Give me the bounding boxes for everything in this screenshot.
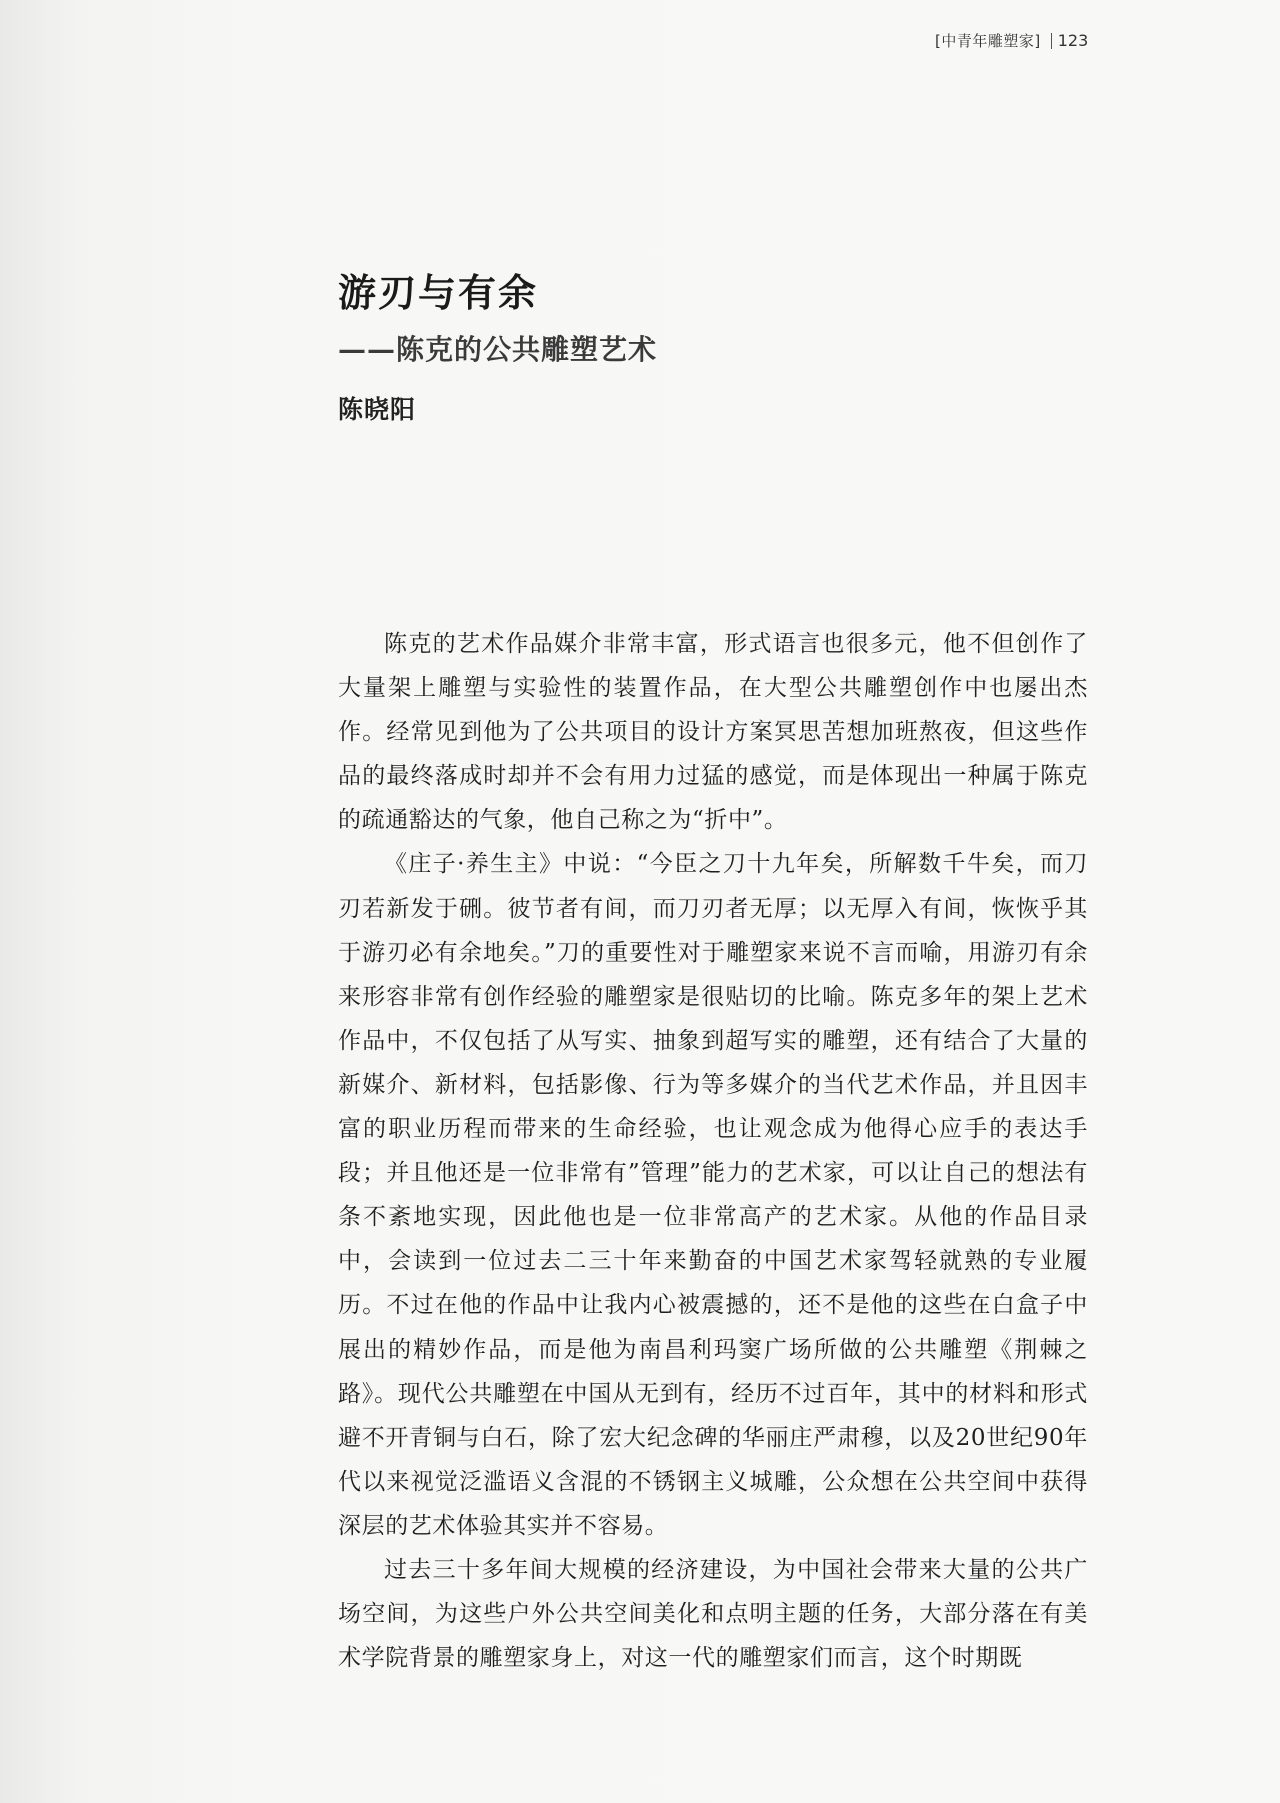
- article-body: [338, 622, 1088, 1680]
- paragraph: 《庄子·养生主》中说：“今臣之刀十九年矣，所解数千牛矣，而刀刃若新发于硎。彼节者有间，而刀刃者无厚；以无厚入有间，恢恢乎其于游刃必有余地矣。”刀的重要性对于雕塑家来说不言而喻，用游刃有余来形容非常有创作经验的雕塑家是很贴切的比喻。陈克多年的架上艺术作品中，不仅包括了从写实、抽象到超写实的雕塑，还有结合了大量的新媒介、新材料，包括影像、行为等多媒介的当代艺术作品，并且因丰富的职业历程而带来的生命经验，也让观念成为他得心应手的表达手段；并且他还是一位非常有”管理”能力的艺术家，可以让自己的想法有条不紊地实现，因此他也是一位非常高产的艺术家。从他的作品目录中，会读到一位过去二三十年来勤奋的中国艺术家驾轻就熟的专业履历。不过在他的作品中让我内心被震撼的，还不是他的这些在白盒子中展出的精妙作品，而是他为南昌利玛窦广场所做的公共雕塑《荆棘之路》。现代公共雕塑在中国从无到有，经历不过百年，其中的材料和形式避不开青铜与白石，除了宏大纪念碑的华丽庄严肃穆，以及20世纪90年代以来视觉泛滥语义含混的不锈钢主义城雕，公众想在公共空间中获得深层的艺术体验其实并不容易。: [338, 851, 1088, 1539]
- paragraph: 陈克的艺术作品媒介非常丰富，形式语言也很多元，他不但创作了大量架上雕塑与实验性的装置作品，在大型公共雕塑创作中也屡出杰作。经常见到他为了公共项目的设计方案冥思苦想加班熬夜，但这些作品的最终落成时却并不会有用力过猛的感觉，而是体现出一种属于陈克的疏通豁达的气象，他自己称之为“折中”。: [338, 631, 1088, 834]
- article-author: 陈晓阳: [338, 395, 417, 424]
- paragraph: 过去三十多年间大规模的经济建设，为中国社会带来大量的公共广场空间，为这些户外公共空间美化和点明主题的任务，大部分落在有美术学院背景的雕塑家身上，对这一代的雕塑家们而言，这个时期既: [338, 1556, 1088, 1672]
- article-subtitle: ——陈克的公共雕塑艺术: [338, 333, 658, 366]
- running-header: [935, 30, 1265, 51]
- header-divider: [1051, 33, 1052, 49]
- section-label: [中青年雕塑家]: [935, 32, 1041, 50]
- page-number: 123: [1057, 31, 1089, 50]
- article-title: 游刃与有余: [338, 270, 539, 315]
